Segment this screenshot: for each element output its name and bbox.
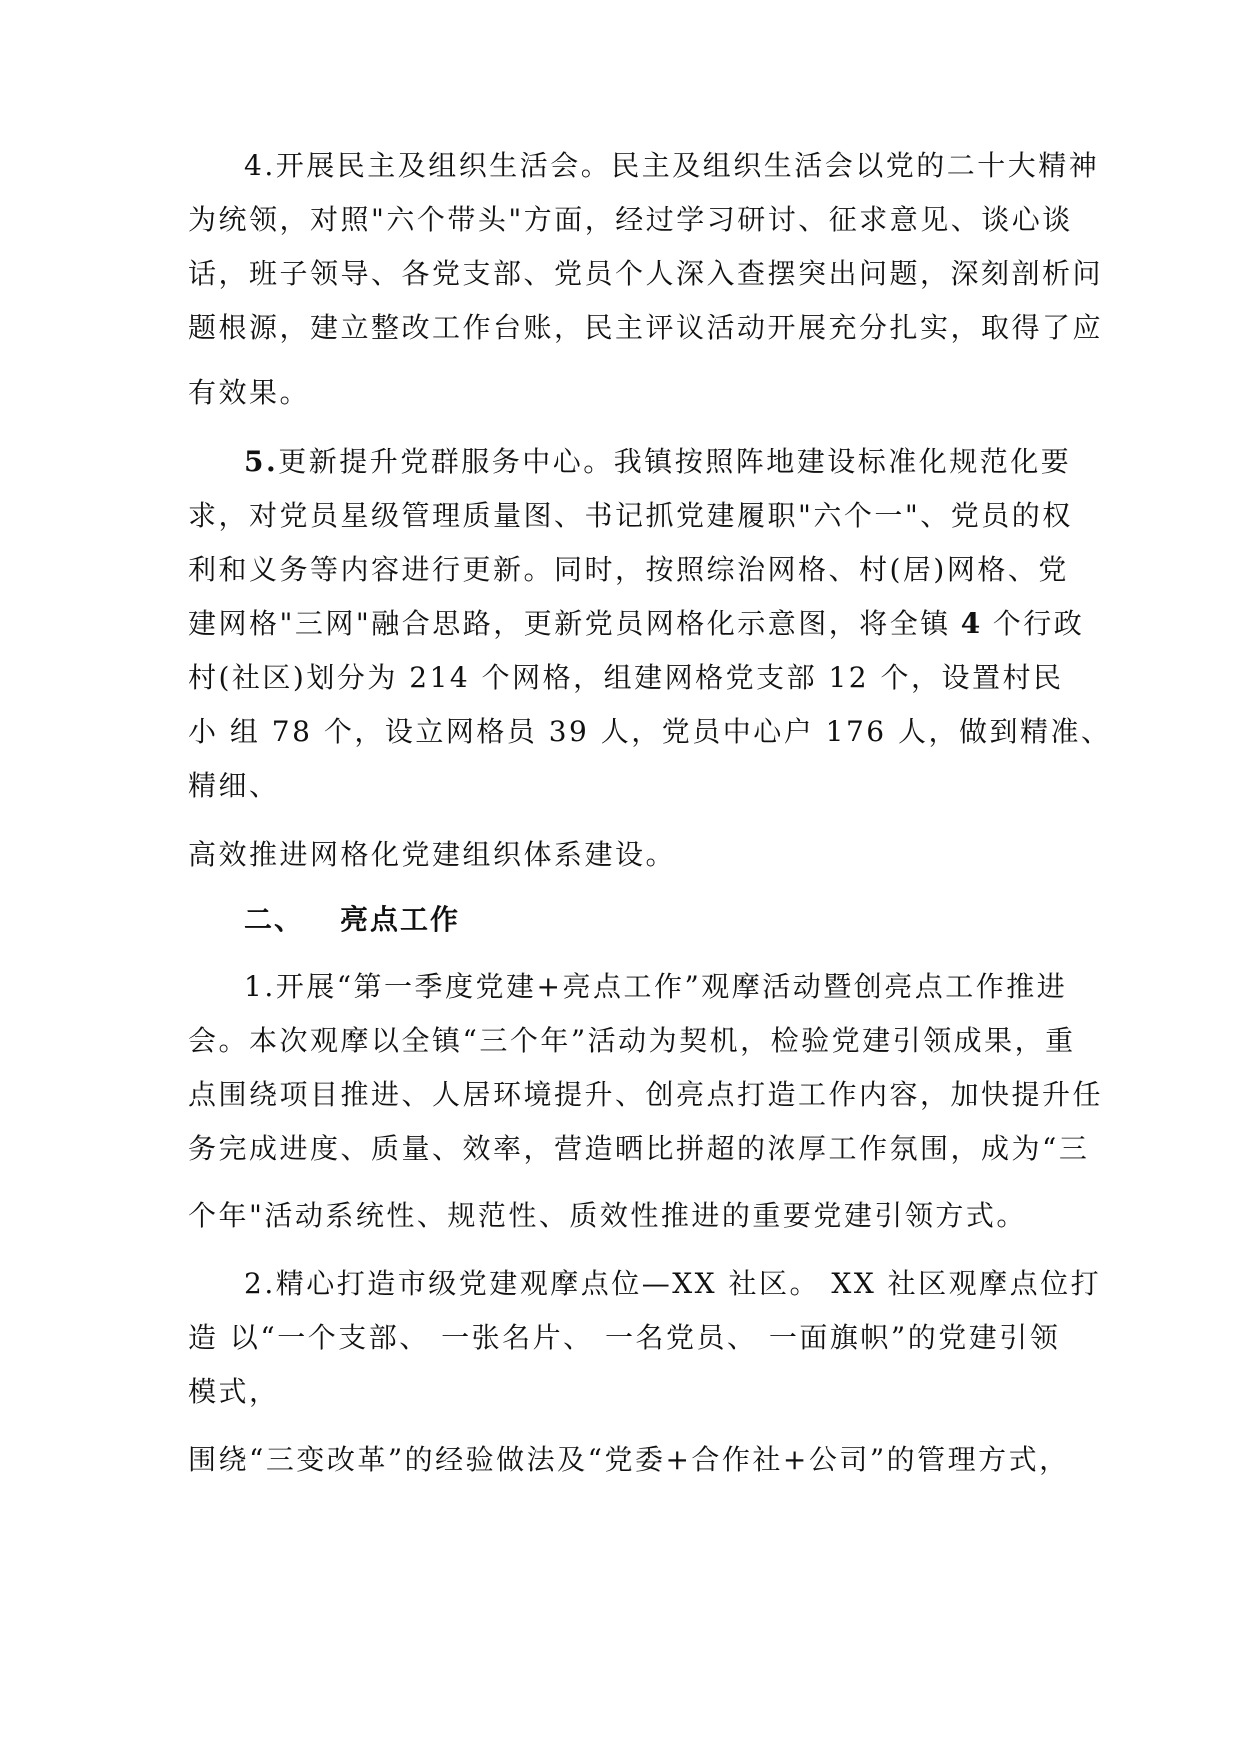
para5-line-7: 精细、 (188, 769, 280, 802)
para4-line-1: 4.开展民主及组织生活会。民主及组织生活会以党的二十大精神 (244, 149, 1100, 182)
para5-line-6: 小 组 78 个，设立网格员 39 人，党员中心户 176 人，做到精准、 (188, 715, 1112, 748)
para4-line-5: 有效果。 (188, 376, 311, 409)
para5-line-1 (244, 442, 1071, 482)
s2-para2-line-3: 模式， (188, 1375, 280, 1408)
para5-line-2: 求，对党员星级管理质量图、书记抓党建履职"六个一"、党员的权 (188, 499, 1073, 532)
section-title: 亮点工作 (340, 903, 461, 936)
s2-para2-line-1: 2.精心打造市级党建观摩点位—XX 社区。 XX 社区观摩点位打 (244, 1267, 1102, 1300)
s2-para2-line-2: 造 以“一个支部、 一张名片、 一名党员、 一面旗帜”的党建引领 (188, 1321, 1061, 1354)
s2-para1-line-1: 1.开展“第一季度党建+亮点工作”观摩活动暨创亮点工作推进 (244, 970, 1068, 1003)
para5-number: 5. (244, 445, 279, 478)
para5-line-4-text: 建网格"三网"融合思路，更新党员网格化示意图，将全镇 (188, 607, 951, 640)
para4-line-4: 题根源，建立整改工作台账，民主评议活动开展充分扎实，取得了应 (188, 311, 1104, 344)
para5-line-3: 利和义务等内容进行更新。同时，按照综治网格、村(居)网格、党 (188, 553, 1069, 586)
s2-para1-line-3: 点围绕项目推进、人居环境提升、创亮点打造工作内容，加快提升任 (188, 1078, 1104, 1111)
s2-para1-line-5: 个年"活动系统性、规范性、质效性推进的重要党建引领方式。 (188, 1199, 1027, 1232)
s2-para1-line-2: 会。本次观摩以全镇“三个年”活动为契机，检验党建引领成果，重 (188, 1024, 1076, 1057)
section-heading (244, 900, 460, 940)
para5-line-4-tail: 个行政 (992, 607, 1085, 640)
para5-bold-number: 4 (960, 607, 983, 640)
para5-line-8: 高效推进网格化党建组织体系建设。 (188, 838, 677, 871)
para4-line-2: 为统领，对照"六个带头"方面，经过学习研讨、征求意见、谈心谈 (188, 203, 1073, 236)
para4-line-3: 话，班子领导、各党支部、党员个人深入查摆突出问题，深刻剖析问 (188, 257, 1104, 290)
s2-para2-line-4: 围绕“三变改革”的经验做法及“党委+合作社+公司”的管理方式， (188, 1443, 1070, 1476)
para5-line-4 (188, 604, 1084, 644)
section-number: 二、 (244, 903, 305, 936)
s2-para1-line-4: 务完成进度、质量、效率，营造晒比拼超的浓厚工作氛围，成为“三 (188, 1132, 1090, 1165)
para5-line-1-text: 更新提升党群服务中心。我镇按照阵地建设标准化规范化要 (278, 445, 1072, 478)
para5-line-5: 村(社区)划分为 214 个网格，组建网格党支部 12 个，设置村民 (188, 661, 1064, 694)
